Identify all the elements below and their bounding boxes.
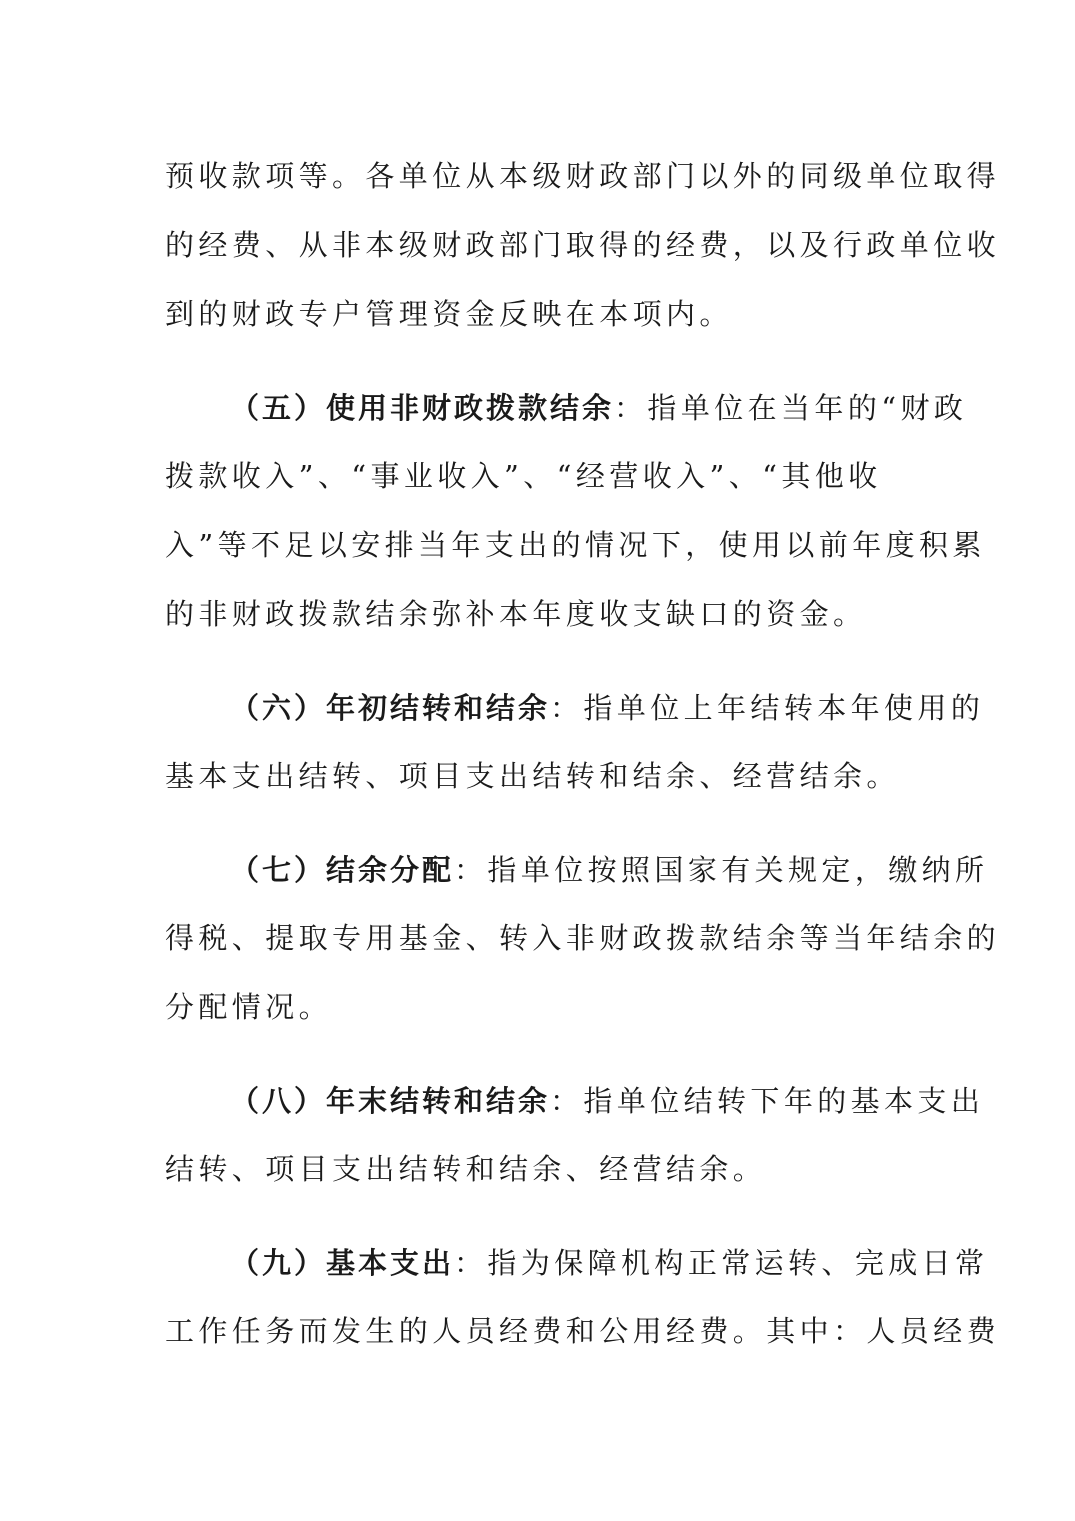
text-line: 的经费、从非本级财政部门取得的经费，以及行政单位收 bbox=[165, 228, 1001, 262]
paragraph-first-line bbox=[230, 688, 985, 728]
text-line: 的非财政拨款结余弥补本年度收支缺口的资金。 bbox=[165, 597, 867, 631]
definition-text: ：指单位在当年的“财政 bbox=[614, 391, 968, 425]
paragraph-first-line bbox=[230, 388, 968, 428]
paragraph-first-line bbox=[230, 1243, 989, 1283]
text-line: 得税、提取专用基金、转入非财政拨款结余等当年结余的 bbox=[165, 921, 1001, 955]
definition-text: ：指单位按照国家有关规定，缴纳所 bbox=[454, 853, 989, 887]
text-line: 分配情况。 bbox=[165, 990, 333, 1024]
text-line: 入”等不足以安排当年支出的情况下，使用以前年度积累 bbox=[165, 528, 986, 562]
text-line: 拨款收入”、“事业收入”、“经营收入”、“其他收 bbox=[165, 459, 882, 493]
paragraph-first-line bbox=[230, 1081, 985, 1121]
definition-text: ：指为保障机构正常运转、完成日常 bbox=[454, 1246, 989, 1280]
text-line: 预收款项等。各单位从本级财政部门以外的同级单位取得 bbox=[165, 159, 1001, 193]
paragraph-first-line bbox=[230, 850, 989, 890]
text-line: 结转、项目支出结转和结余、经营结余。 bbox=[165, 1152, 767, 1186]
definition-text: ：指单位结转下年的基本支出 bbox=[550, 1084, 985, 1118]
term-heading: （八）年末结转和结余 bbox=[230, 1084, 551, 1118]
term-heading: （五）使用非财政拨款结余 bbox=[230, 391, 615, 425]
text-line: 工作任务而发生的人员经费和公用经费。其中：人员经费 bbox=[165, 1314, 1001, 1348]
definition-text: ：指单位上年结转本年使用的 bbox=[550, 691, 985, 725]
text-line: 基本支出结转、项目支出结转和结余、经营结余。 bbox=[165, 759, 900, 793]
text-line: 到的财政专户管理资金反映在本项内。 bbox=[165, 297, 733, 331]
term-heading: （七）结余分配 bbox=[230, 853, 455, 887]
term-heading: （九）基本支出 bbox=[230, 1246, 455, 1280]
term-heading: （六）年初结转和结余 bbox=[230, 691, 551, 725]
